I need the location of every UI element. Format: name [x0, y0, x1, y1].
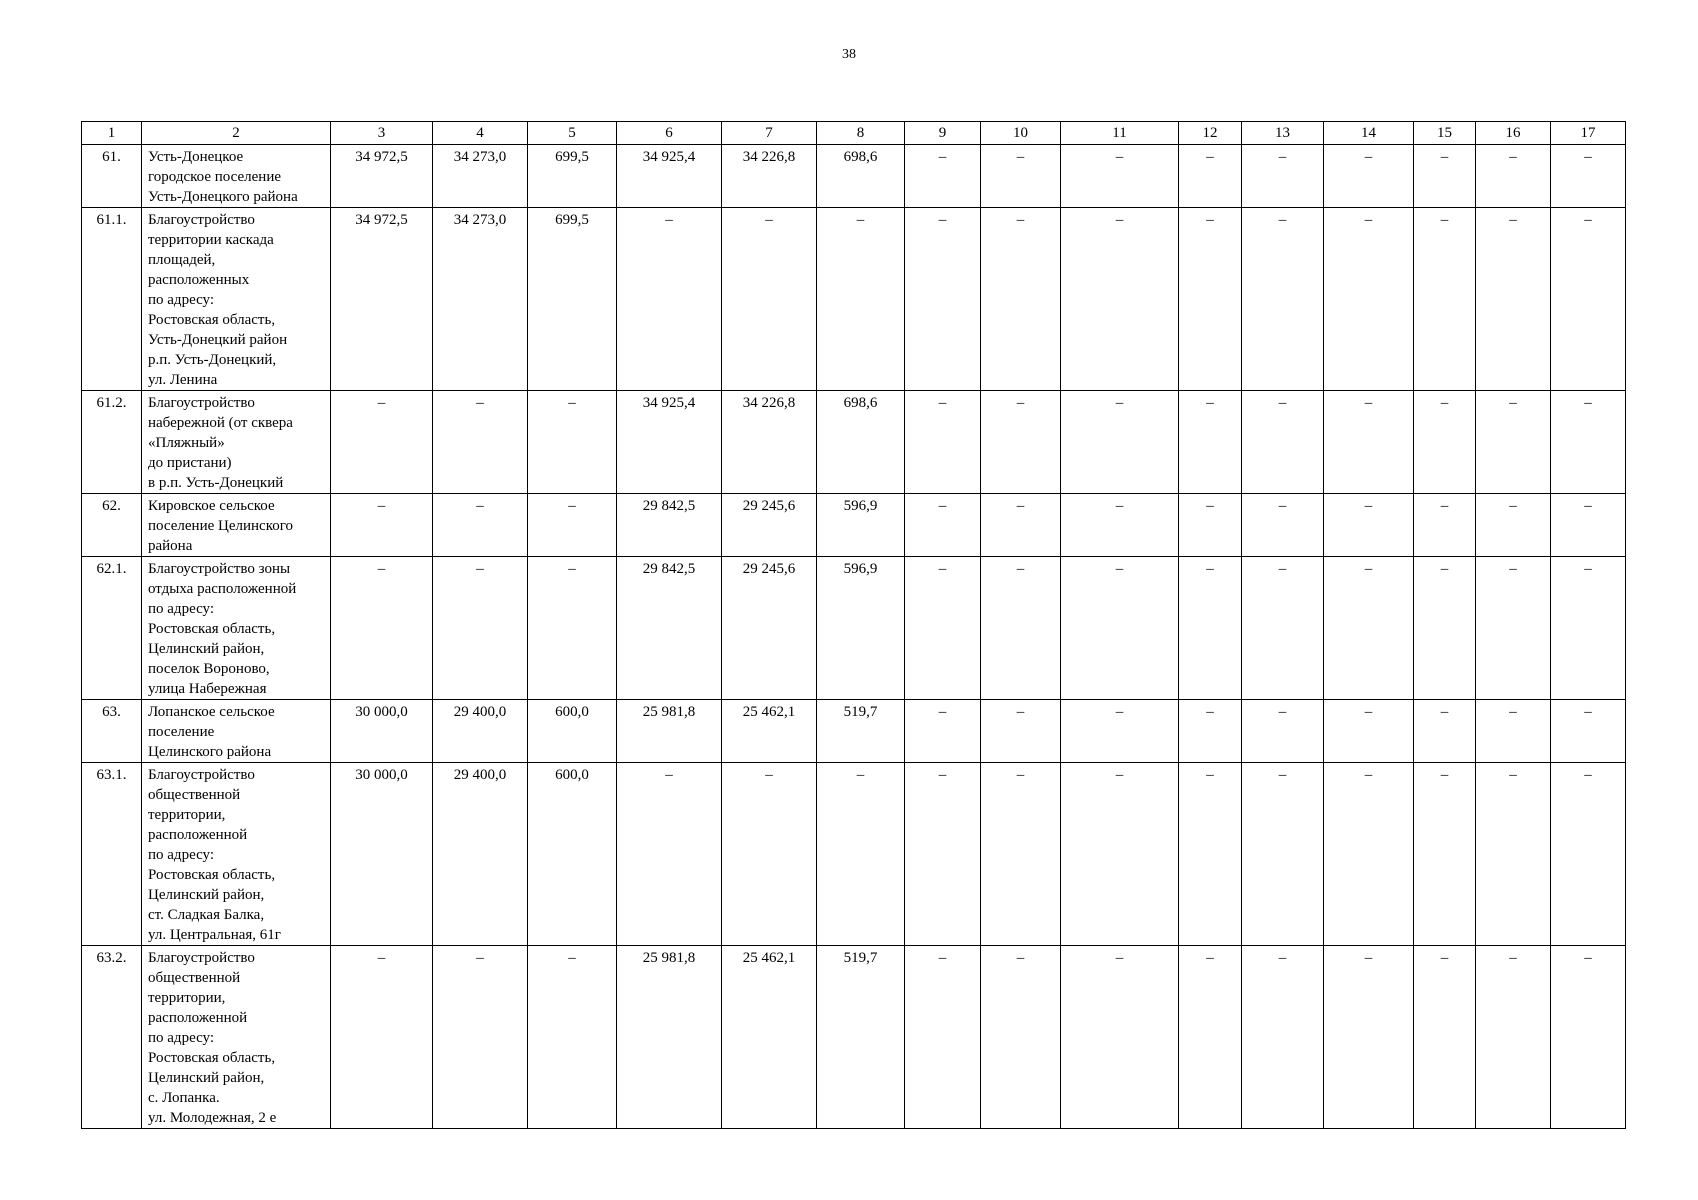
value-cell-col-6: 25 981,8 [617, 700, 722, 763]
value-cell-col-17: – [1551, 494, 1626, 557]
value-cell-col-15: – [1414, 763, 1476, 946]
budget-table [81, 121, 1626, 1129]
column-number-header-row [82, 122, 1626, 145]
value-cell-col-8: 596,9 [817, 494, 905, 557]
row-name-cell: Благоустройство общественной территории, расположенной по адресу: Ростовская область, Целинский район, с. Лопанка. ул. Молодежная, 2 е [142, 946, 331, 1129]
value-cell-col-13: – [1242, 700, 1324, 763]
value-cell-col-9: – [905, 391, 981, 494]
value-cell-col-8: 596,9 [817, 557, 905, 700]
value-cell-col-13: – [1242, 208, 1324, 391]
value-cell-col-14: – [1324, 700, 1414, 763]
row-name-cell: Благоустройство набережной (от сквера «Пляжный» до пристани) в р.п. Усть-Донецкий [142, 391, 331, 494]
value-cell-col-8: – [817, 763, 905, 946]
column-header-8: 8 [817, 122, 905, 145]
value-cell-col-4: 34 273,0 [433, 145, 528, 208]
value-cell-col-5: – [528, 391, 617, 494]
value-cell-col-14: – [1324, 763, 1414, 946]
value-cell-col-5: 699,5 [528, 208, 617, 391]
table-row [82, 946, 1626, 1129]
value-cell-col-14: – [1324, 946, 1414, 1129]
value-cell-col-16: – [1476, 391, 1551, 494]
table-row [82, 208, 1626, 391]
column-header-7: 7 [722, 122, 817, 145]
value-cell-col-7: 25 462,1 [722, 946, 817, 1129]
value-cell-col-4: 29 400,0 [433, 700, 528, 763]
value-cell-col-9: – [905, 145, 981, 208]
value-cell-col-5: – [528, 946, 617, 1129]
value-cell-col-12: – [1179, 145, 1242, 208]
table-row [82, 391, 1626, 494]
value-cell-col-12: – [1179, 494, 1242, 557]
value-cell-col-9: – [905, 763, 981, 946]
row-number-cell: 61.2. [82, 391, 142, 494]
column-header-9: 9 [905, 122, 981, 145]
column-header-11: 11 [1061, 122, 1179, 145]
row-number-cell: 63.2. [82, 946, 142, 1129]
value-cell-col-12: – [1179, 763, 1242, 946]
value-cell-col-10: – [981, 208, 1061, 391]
value-cell-col-8: 519,7 [817, 700, 905, 763]
column-header-15: 15 [1414, 122, 1476, 145]
value-cell-col-17: – [1551, 700, 1626, 763]
table-row [82, 557, 1626, 700]
value-cell-col-15: – [1414, 557, 1476, 700]
column-header-10: 10 [981, 122, 1061, 145]
table-body [82, 145, 1626, 1129]
value-cell-col-4: – [433, 494, 528, 557]
value-cell-col-6: – [617, 208, 722, 391]
value-cell-col-16: – [1476, 557, 1551, 700]
column-header-2: 2 [142, 122, 331, 145]
table-row [82, 763, 1626, 946]
value-cell-col-7: – [722, 763, 817, 946]
value-cell-col-5: – [528, 557, 617, 700]
value-cell-col-5: 600,0 [528, 700, 617, 763]
value-cell-col-17: – [1551, 208, 1626, 391]
row-number-cell: 62. [82, 494, 142, 557]
value-cell-col-15: – [1414, 208, 1476, 391]
value-cell-col-6: 29 842,5 [617, 494, 722, 557]
row-name-cell: Благоустройство территории каскада площадей, расположенных по адресу: Ростовская область, Усть-Донецкий район р.п. Усть-Донецкий, ул. Ленина [142, 208, 331, 391]
value-cell-col-4: – [433, 557, 528, 700]
value-cell-col-14: – [1324, 557, 1414, 700]
value-cell-col-12: – [1179, 557, 1242, 700]
row-number-cell: 63. [82, 700, 142, 763]
value-cell-col-11: – [1061, 494, 1179, 557]
row-name-cell: Кировское сельское поселение Целинского района [142, 494, 331, 557]
value-cell-col-16: – [1476, 946, 1551, 1129]
value-cell-col-12: – [1179, 700, 1242, 763]
value-cell-col-11: – [1061, 700, 1179, 763]
value-cell-col-3: 30 000,0 [331, 763, 433, 946]
column-header-4: 4 [433, 122, 528, 145]
row-number-cell: 62.1. [82, 557, 142, 700]
value-cell-col-10: – [981, 763, 1061, 946]
column-header-1: 1 [82, 122, 142, 145]
value-cell-col-6: 34 925,4 [617, 391, 722, 494]
value-cell-col-13: – [1242, 391, 1324, 494]
value-cell-col-13: – [1242, 763, 1324, 946]
value-cell-col-5: 699,5 [528, 145, 617, 208]
column-header-13: 13 [1242, 122, 1324, 145]
value-cell-col-10: – [981, 557, 1061, 700]
value-cell-col-4: – [433, 391, 528, 494]
value-cell-col-3: 34 972,5 [331, 208, 433, 391]
value-cell-col-14: – [1324, 208, 1414, 391]
value-cell-col-3: – [331, 391, 433, 494]
column-header-14: 14 [1324, 122, 1414, 145]
column-header-6: 6 [617, 122, 722, 145]
value-cell-col-17: – [1551, 391, 1626, 494]
value-cell-col-17: – [1551, 145, 1626, 208]
value-cell-col-3: 30 000,0 [331, 700, 433, 763]
value-cell-col-9: – [905, 557, 981, 700]
value-cell-col-15: – [1414, 145, 1476, 208]
row-number-cell: 61.1. [82, 208, 142, 391]
value-cell-col-4: 34 273,0 [433, 208, 528, 391]
value-cell-col-6: – [617, 763, 722, 946]
value-cell-col-16: – [1476, 145, 1551, 208]
value-cell-col-3: 34 972,5 [331, 145, 433, 208]
row-number-cell: 63.1. [82, 763, 142, 946]
value-cell-col-12: – [1179, 208, 1242, 391]
value-cell-col-10: – [981, 494, 1061, 557]
value-cell-col-17: – [1551, 763, 1626, 946]
value-cell-col-15: – [1414, 391, 1476, 494]
value-cell-col-11: – [1061, 946, 1179, 1129]
value-cell-col-3: – [331, 494, 433, 557]
value-cell-col-4: – [433, 946, 528, 1129]
value-cell-col-7: 29 245,6 [722, 494, 817, 557]
column-header-17: 17 [1551, 122, 1626, 145]
value-cell-col-15: – [1414, 494, 1476, 557]
value-cell-col-14: – [1324, 145, 1414, 208]
value-cell-col-7: 34 226,8 [722, 145, 817, 208]
value-cell-col-16: – [1476, 763, 1551, 946]
value-cell-col-15: – [1414, 700, 1476, 763]
value-cell-col-10: – [981, 391, 1061, 494]
value-cell-col-8: 698,6 [817, 391, 905, 494]
column-header-12: 12 [1179, 122, 1242, 145]
value-cell-col-7: 34 226,8 [722, 391, 817, 494]
value-cell-col-13: – [1242, 494, 1324, 557]
value-cell-col-9: – [905, 494, 981, 557]
value-cell-col-11: – [1061, 145, 1179, 208]
value-cell-col-7: 29 245,6 [722, 557, 817, 700]
value-cell-col-11: – [1061, 557, 1179, 700]
value-cell-col-6: 25 981,8 [617, 946, 722, 1129]
row-name-cell: Благоустройство зоны отдыха расположенной по адресу: Ростовская область, Целинский район, поселок Вороново, улица Набережная [142, 557, 331, 700]
value-cell-col-3: – [331, 557, 433, 700]
value-cell-col-16: – [1476, 494, 1551, 557]
value-cell-col-6: 34 925,4 [617, 145, 722, 208]
value-cell-col-7: 25 462,1 [722, 700, 817, 763]
column-header-16: 16 [1476, 122, 1551, 145]
value-cell-col-6: 29 842,5 [617, 557, 722, 700]
row-name-cell: Благоустройство общественной территории, расположенной по адресу: Ростовская область, Целинский район, ст. Сладкая Балка, ул. Центральная, 61г [142, 763, 331, 946]
value-cell-col-17: – [1551, 946, 1626, 1129]
value-cell-col-14: – [1324, 494, 1414, 557]
value-cell-col-9: – [905, 208, 981, 391]
row-name-cell: Усть-Донецкое городское поселение Усть-Донецкого района [142, 145, 331, 208]
page-number: 38 [842, 47, 856, 62]
value-cell-col-11: – [1061, 391, 1179, 494]
row-name-cell: Лопанское сельское поселение Целинского района [142, 700, 331, 763]
value-cell-col-13: – [1242, 557, 1324, 700]
value-cell-col-3: – [331, 946, 433, 1129]
row-number-cell: 61. [82, 145, 142, 208]
value-cell-col-16: – [1476, 208, 1551, 391]
value-cell-col-7: – [722, 208, 817, 391]
value-cell-col-12: – [1179, 946, 1242, 1129]
column-header-5: 5 [528, 122, 617, 145]
value-cell-col-17: – [1551, 557, 1626, 700]
value-cell-col-11: – [1061, 763, 1179, 946]
value-cell-col-14: – [1324, 391, 1414, 494]
table-row [82, 700, 1626, 763]
value-cell-col-9: – [905, 700, 981, 763]
value-cell-col-10: – [981, 145, 1061, 208]
value-cell-col-8: – [817, 208, 905, 391]
value-cell-col-5: – [528, 494, 617, 557]
value-cell-col-5: 600,0 [528, 763, 617, 946]
value-cell-col-10: – [981, 946, 1061, 1129]
value-cell-col-8: 519,7 [817, 946, 905, 1129]
value-cell-col-16: – [1476, 700, 1551, 763]
table-row [82, 145, 1626, 208]
value-cell-col-8: 698,6 [817, 145, 905, 208]
value-cell-col-13: – [1242, 145, 1324, 208]
value-cell-col-9: – [905, 946, 981, 1129]
column-header-3: 3 [331, 122, 433, 145]
value-cell-col-12: – [1179, 391, 1242, 494]
value-cell-col-11: – [1061, 208, 1179, 391]
value-cell-col-13: – [1242, 946, 1324, 1129]
value-cell-col-10: – [981, 700, 1061, 763]
value-cell-col-4: 29 400,0 [433, 763, 528, 946]
value-cell-col-15: – [1414, 946, 1476, 1129]
table-row [82, 494, 1626, 557]
